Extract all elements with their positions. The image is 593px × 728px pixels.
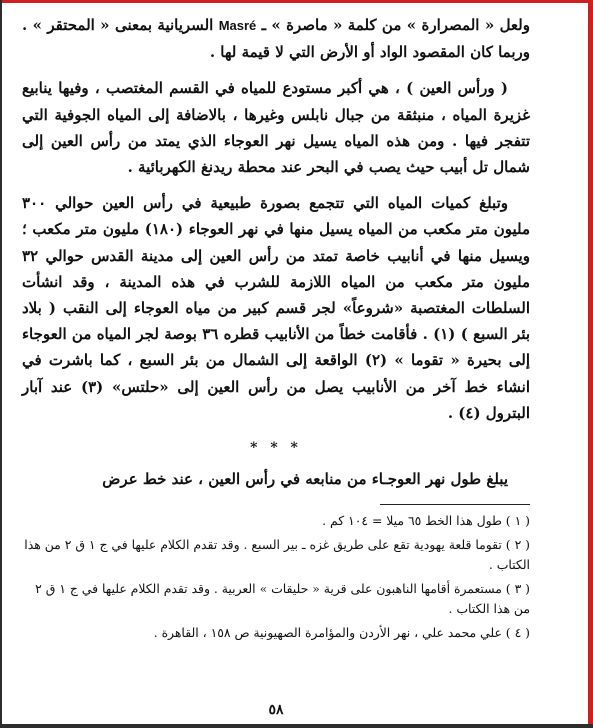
footnote-2: ( ٢ ) تقوما قلعة يهودية تقع على طريق غزه ـ بير السبع . وقد تقدم الكلام عليها في ج ١ ق ٢ من هذا الكتاب . xyxy=(24,537,530,573)
window-frame-right xyxy=(588,0,593,728)
paragraph-ras-al-ain: ( ورأس العين ) ، هي أكبر مستودع للمياه في القسم المغتصب ، وفيها ينابيع غزيرة المياه ، منبثقة من جبال نابلس وغيرها ، بالاضافة إلى المياه الجوفية التي تتفجر فيها . ومن هذه المياه يسيل نهر العوجاء الذي يمتد من رأس العين إلى شمال تل أبيب حيث يصب في البحر عند محطة ريدنغ الكهربائية . xyxy=(22,79,530,177)
paragraph-masra-line2: السريانية بمعنى xyxy=(114,16,214,34)
window-frame-left xyxy=(0,0,2,728)
footnote-1: ( ١ ) طول هذا الخط ٦٥ ميلا = ١٠٤ كم . xyxy=(322,513,530,529)
window-frame-bottom xyxy=(0,724,593,728)
paragraph-masra-line3: « المحتقر » . وربما كان المقصود الواد أو الأرض التي لا قيمة لها . xyxy=(22,16,530,62)
paragraph-water-quantities: وتبلغ كميات المياه التي تتجمع بصورة طبيعية في رأس العين حوالي ٣٠٠ مليون متر مكعب من المياه يسيل منها في نهر العوجاء (١٨٠) مليون متر مكعب ؛ ويسيل منها في أنابيب خاصة تمتد من رأس العين إلى مدينة القدس حوالي ٣٢ مليون متر مكعب من المياه اللازمة للشرب في هذه المدينة ، وقد انشأت السلطات المغتصبة «شروعاً» لجر قسم كبير من مياه العوجاء إلى النقب ( بلاد بئر السبع ) (١) . فأقامت خطاً من الأنابيب قطره ٣٦ بوصة لجر المياه من العوجاء إلى بحيرة « تقوما » (٢) الواقعة إلى الشمال من بئر السبع ، كما باشرت في انشاء خط آخر من الأنابيب يصل من رأس العين إلى «حلتس» (٣) عند آبار البترول (٤) . xyxy=(22,194,531,422)
footnote-4: ( ٤ ) علي محمد علي ، نهر الأردن والمؤامرة الصهيونية ص ١٥٨ ، القاهرة . xyxy=(153,625,530,641)
window-frame-top xyxy=(0,0,593,3)
section-separator: * * * xyxy=(250,440,302,457)
paragraph-masra-line1: ولعل « المصرارة » من كلمة « ماصرة » ـ xyxy=(261,16,530,34)
footnote-3: ( ٣ ) مستعمرة أقامها الناهبون على قرية « حليقات » العربية . وقد تقدم الكلام عليها في ج ١ ق ٢ من هذا الكتاب . xyxy=(35,581,530,617)
page-number: ٥٨ xyxy=(268,702,284,718)
latin-word-masre: Masré xyxy=(218,18,257,33)
document-page xyxy=(22,8,530,720)
paragraph-river-length: يبلغ طول نهر العوجـاء من منابعه في رأس العين ، عند خط عرض xyxy=(102,470,508,489)
paragraph-masra xyxy=(22,12,530,65)
footnote-rule xyxy=(380,504,530,505)
